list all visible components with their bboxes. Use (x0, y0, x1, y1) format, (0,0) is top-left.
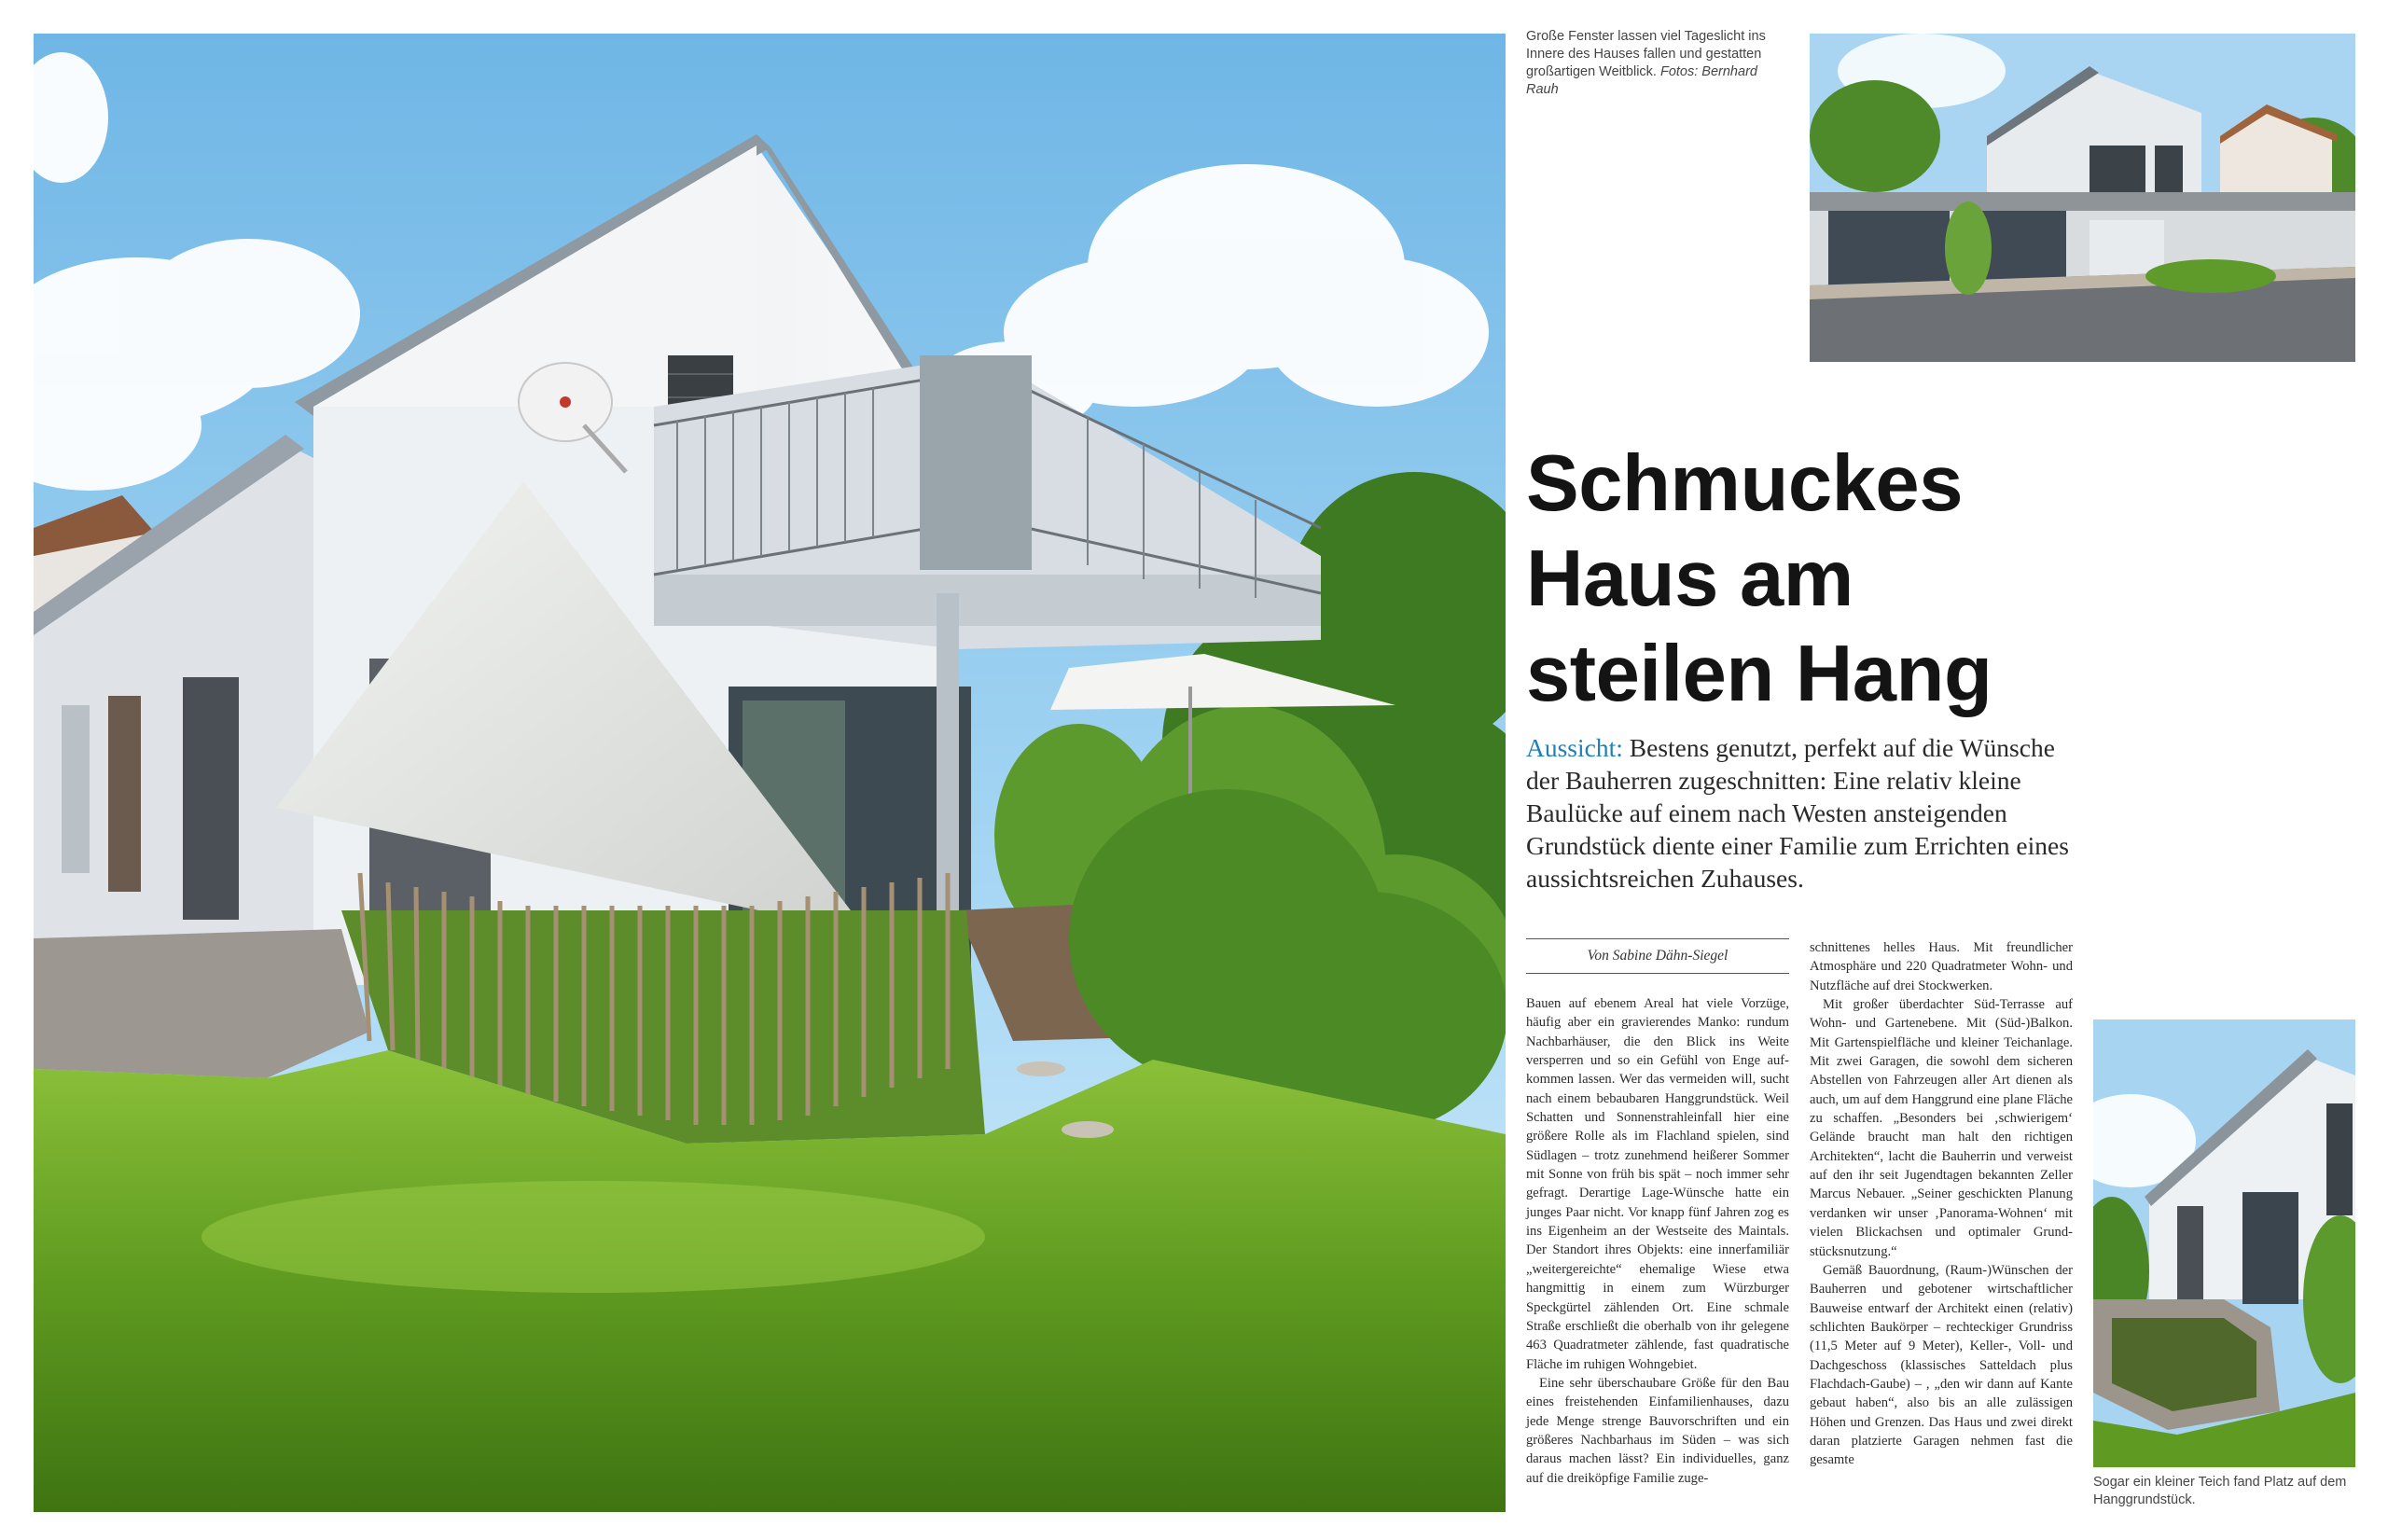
body-paragraph: Mit großer überdachter Süd-Terrasse auf Wohn- und Gartenebene. Mit (Süd-)Balkon. Mit Gartenspielfläche und kleiner Teichanlage. Mit zwei Garagen, die sowohl dem sicheren Abstellen von Fahrzeugen aller Art dienen als auch, um auf dem Hanggrund eine plane Fläche zu schaffen. „Besonders bei ‚schwierigem‘ Gelände braucht man halt den richtigen Architekten“, lacht die Bauherrin und verweist auf den ihr seit Jugendtagen bekannten Zeller Marcus Nebauer. „Seiner geschickten Planung verdanken wir unser ‚Panorama-Wohnen‘ mit vielen Blickachsen und optimaler Grundstücksnutzung.“ (1810, 997, 2073, 1259)
photo-house-street-view (1810, 34, 2355, 362)
byline: Von Sabine Dähn-Siegel (1587, 948, 1729, 964)
headline-line-1: Schmuckes (1526, 439, 1963, 528)
headline-line-3: steilen Hang (1526, 630, 1992, 718)
lead-paragraph (1526, 731, 2076, 895)
photo-caption-bottom (2093, 1474, 2359, 1509)
body-paragraph: Eine sehr überschaubare Größe für den Bau eines freistehenden Einfamilienhauses, dazu jede Menge strenge Bauvorschriften und ein größeres Nachbarhaus im Süden – was sich daraus machen lässt? Ein individuelles, ganz auf die dreiköpfige Familie zuge- (1526, 1375, 1789, 1486)
lead-kicker: Aussicht: (1526, 733, 1623, 762)
byline-rule-bottom (1526, 973, 1789, 974)
main-photo (34, 34, 1506, 1512)
body-paragraph: Bauen auf ebenem Areal hat viele Vorzüge, häufig aber ein gravierendes Manko: rundum Nachbarhäuser, die den Blick ins Weite versperren und so ein Gefühl von Enge aufkommen lassen. Wer das vermeiden will, sucht nach einem bebaubaren Hanggrundstück. Weil Schatten und Sonnenstrahleinfall hier eine größere Rolle als im Flachland spielen, sind Südlagen – trotz zunehmend heißerer Sommer mit Sonne von früh bis spät – noch immer sehr gefragt. Derartige Lage-Wünsche hatte ein junges Paar nicht. Vor knapp fünf Jahren zog es ins Eigenheim an der Westseite des Maintals. Der Standort ihres Objekts: eine innerfamiliär „weitergereichte“ ehemalige Wiese etwa hangmittig in einem zum Würzburger Speckgürtel zählenden Ort. Eine schmale Straße erschließt die oberhalb von ihr gelegene 463 Quadratmeter zählende, fast quadratische Fläche im ruhigen Wohngebiet. (1526, 996, 1789, 1372)
headline-line-2: Haus am (1526, 534, 1853, 623)
headline (1526, 437, 2048, 722)
body-column-2 (1810, 938, 2073, 1470)
lead-text: Bestens genutzt, perfekt auf die Wünsche der Bauherren zugeschnitten: Eine relativ kleine Baulücke auf einem nach Westen ansteigenden Grundstück diente einer Familie zum Errichten eines aussichtsreichen Zuhauses. (1526, 733, 2069, 893)
byline-block (1526, 938, 1789, 974)
body-column-1 (1526, 994, 1789, 1488)
body-paragraph: Gemäß Bauordnung, (Raum-)Wünschen der Bauherren und gebotener wirtschaftlicher Bauweise entwarf der Architekt einen (relativ) schlichten Baukörper – rechteckiger Grundriss (11,5 Meter auf 9 Meter), Keller-, Voll- und Dachgeschoss (klassisches Satteldach plus Flachdach-Gaube) – , „den wir dann auf Kante gebaut haben“, also bis an alle zulässigen Höhen und Grenzen. Das Haus und zwei direkt daran platzierte Garagen nehmen fast die gesamte (1810, 1262, 2073, 1468)
photo-credit: Fotos: Bernhard Rauh (1526, 64, 1757, 97)
photo-garden-pond (2093, 1020, 2355, 1467)
body-paragraph: schnittenes helles Haus. Mit freundlicher Atmosphäre und 220 Quadratmeter Wohn- und Nutzfläche auf drei Stockwerken. (1810, 940, 2073, 993)
photo-caption-top (1526, 28, 1793, 99)
caption-bottom-text: Sogar ein kleiner Teich fand Platz auf dem Hanggrundstück. (2093, 1475, 2347, 1507)
caption-top-text: Große Fenster lassen viel Tageslicht ins Innere des Hauses fallen und gestatten großartigen Weitblick. (1526, 29, 1766, 79)
